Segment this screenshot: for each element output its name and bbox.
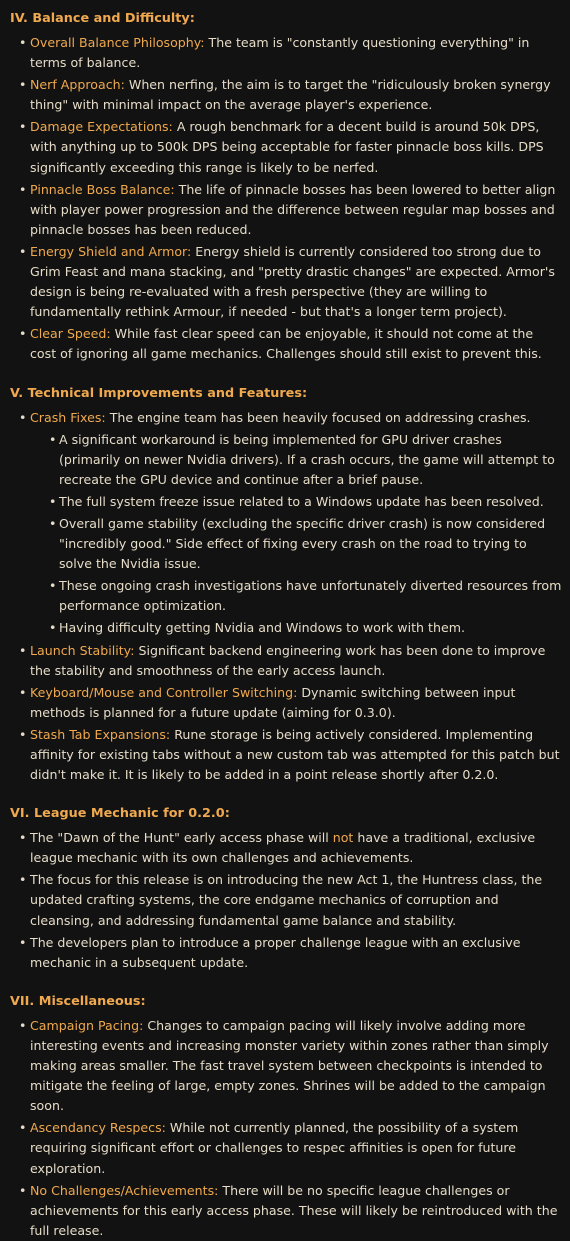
list-item [10,408,562,639]
item-term: Damage Expectations: [30,119,173,135]
list-item [10,117,562,177]
list-item [10,242,562,322]
bullet-list [10,33,562,365]
sub-list-item: • These ongoing crash investigations have unfortunately diverted resources from performance optimization. [30,576,562,616]
section-title: VII. Miscellaneous: [10,993,146,1009]
section-title: VI. League Mechanic for 0.2.0: [10,806,230,822]
item-term: No Challenges/Achievements: [30,1182,219,1198]
item-term: Ascendancy Respecs: [30,1120,166,1136]
list-item [10,933,562,973]
item-text: Dynamic switching between input methods is planned for a future update (aiming for 0.3.0). [30,684,516,720]
item-text: have a traditional, exclusive league mechanic with its own challenges and achievements. [30,830,536,866]
list-item [10,683,562,723]
item-text: The team is "constantly questioning everything" in terms of balance. [30,35,530,71]
item-text: The "Dawn of the Hunt" early access phase will [30,830,333,846]
sub-list-item: • Having difficulty getting Nvidia and Windows to work with them. [30,618,562,638]
item-text: Energy shield is currently considered too strong due to Grim Feast and mana stacking, and "pretty drastic changes" are expected. Armor's design is being re-evaluated with a fresh perspective (they are willing to fundamentally rethink Armour, if needed - but that's a longer term project). [30,243,555,320]
item-term: Stash Tab Expansions: [30,726,171,742]
item-text: Changes to campaign pacing will likely involve adding more interesting events and increasing monster variety within zones rather than simply making areas smaller. The fast travel system between checkpoints is intended to mitigate the feeling of large, empty zones. Shrines will be added to the campaign soon. [30,1017,549,1114]
item-text: The developers plan to introduce a proper challenge league with an exclusive mechanic in a subsequent update. [30,934,521,970]
list-item [10,725,562,785]
list-item [10,33,562,73]
item-text: There will be no specific league challenges or achievements for this early access phase. These will likely be reintroduced with the full release. [30,1182,558,1238]
section-miscellaneous [10,992,562,1241]
section-balance-difficulty [10,9,562,365]
list-item [10,75,562,115]
item-term: Overall Balance Philosophy: [30,35,205,50]
section-title: IV. Balance and Difficulty: [10,11,195,26]
item-term: Crash Fixes: [30,409,106,425]
item-term: Energy Shield and Armor: [30,243,192,259]
sub-list-item: • Overall game stability (excluding the specific driver crash) is now considered "incredibly good." Side effect of fixing every crash on the road to trying to solve the Nvidia issue. [30,514,562,574]
section-technical-improvements [10,384,562,786]
item-text: A rough benchmark for a decent build is around 50k DPS, with anything up to 500k DPS being acceptable for faster pinnacle boss kills. DPS significantly exceeding this range is likely to be nerfed. [30,119,544,175]
item-term: Nerf Approach: [30,77,125,93]
list-item [10,324,562,364]
item-text: The life of pinnacle bosses has been lowered to better align with player power progression and the difference between regular map bosses and pinnacle bosses has been reduced. [30,181,556,237]
section-title: V. Technical Improvements and Features: [10,385,308,401]
item-term: Pinnacle Boss Balance: [30,181,175,197]
list-item [10,1118,562,1178]
item-text: Rune storage is being actively considered. Implementing affinity for existing tabs without a new custom tab was attempted for this patch but didn't make it. It is likely to be added in a point release shortly after 0.2.0. [30,726,560,783]
bullet-list [10,828,562,973]
list-item [10,180,562,240]
list-item [10,828,562,868]
list-item [10,870,562,930]
item-term: Clear Speed: [30,326,111,342]
item-text: The focus for this release is on introducing the new Act 1, the Huntress class, the updated crafting systems, the core endgame mechanics of corruption and cleansing, and addressing fundamental game balance and stability. [30,872,543,928]
bullet-list [10,1016,562,1241]
item-text: While fast clear speed can be enjoyable, it should not come at the cost of ignoring all game mechanics. Challenges should still exist to prevent this. [30,326,542,362]
item-text: The engine team has been heavily focused on addressing crashes. [105,409,531,425]
item-text: Significant backend engineering work has been done to improve the stability and smoothness of the early access launch. [30,642,546,678]
section-league-mechanic [10,804,562,973]
sub-bullet-list [30,430,562,639]
list-item [10,1181,562,1241]
item-term: Campaign Pacing: [30,1017,144,1033]
list-item [10,1016,562,1116]
bullet-list [10,408,562,786]
list-item [10,641,562,681]
sub-list-item: • The full system freeze issue related to a Windows update has been resolved. [30,492,562,512]
item-term: Keyboard/Mouse and Controller Switching: [30,684,298,700]
item-text: When nerfing, the aim is to target the "ridiculously broken synergy thing" with minimal impact on the average player's experience. [30,77,551,113]
item-text: While not currently planned, the possibility of a system requiring significant effort or challenges to respec affinities is open for future exploration. [30,1120,519,1176]
item-term: Launch Stability: [30,642,135,658]
sub-list-item: • A significant workaround is being implemented for GPU driver crashes (primarily on newer Nvidia drivers). If a crash occurs, the game will attempt to recreate the GPU device and continue after a brief pause. [30,430,562,490]
emphasis-text: not [332,830,354,846]
